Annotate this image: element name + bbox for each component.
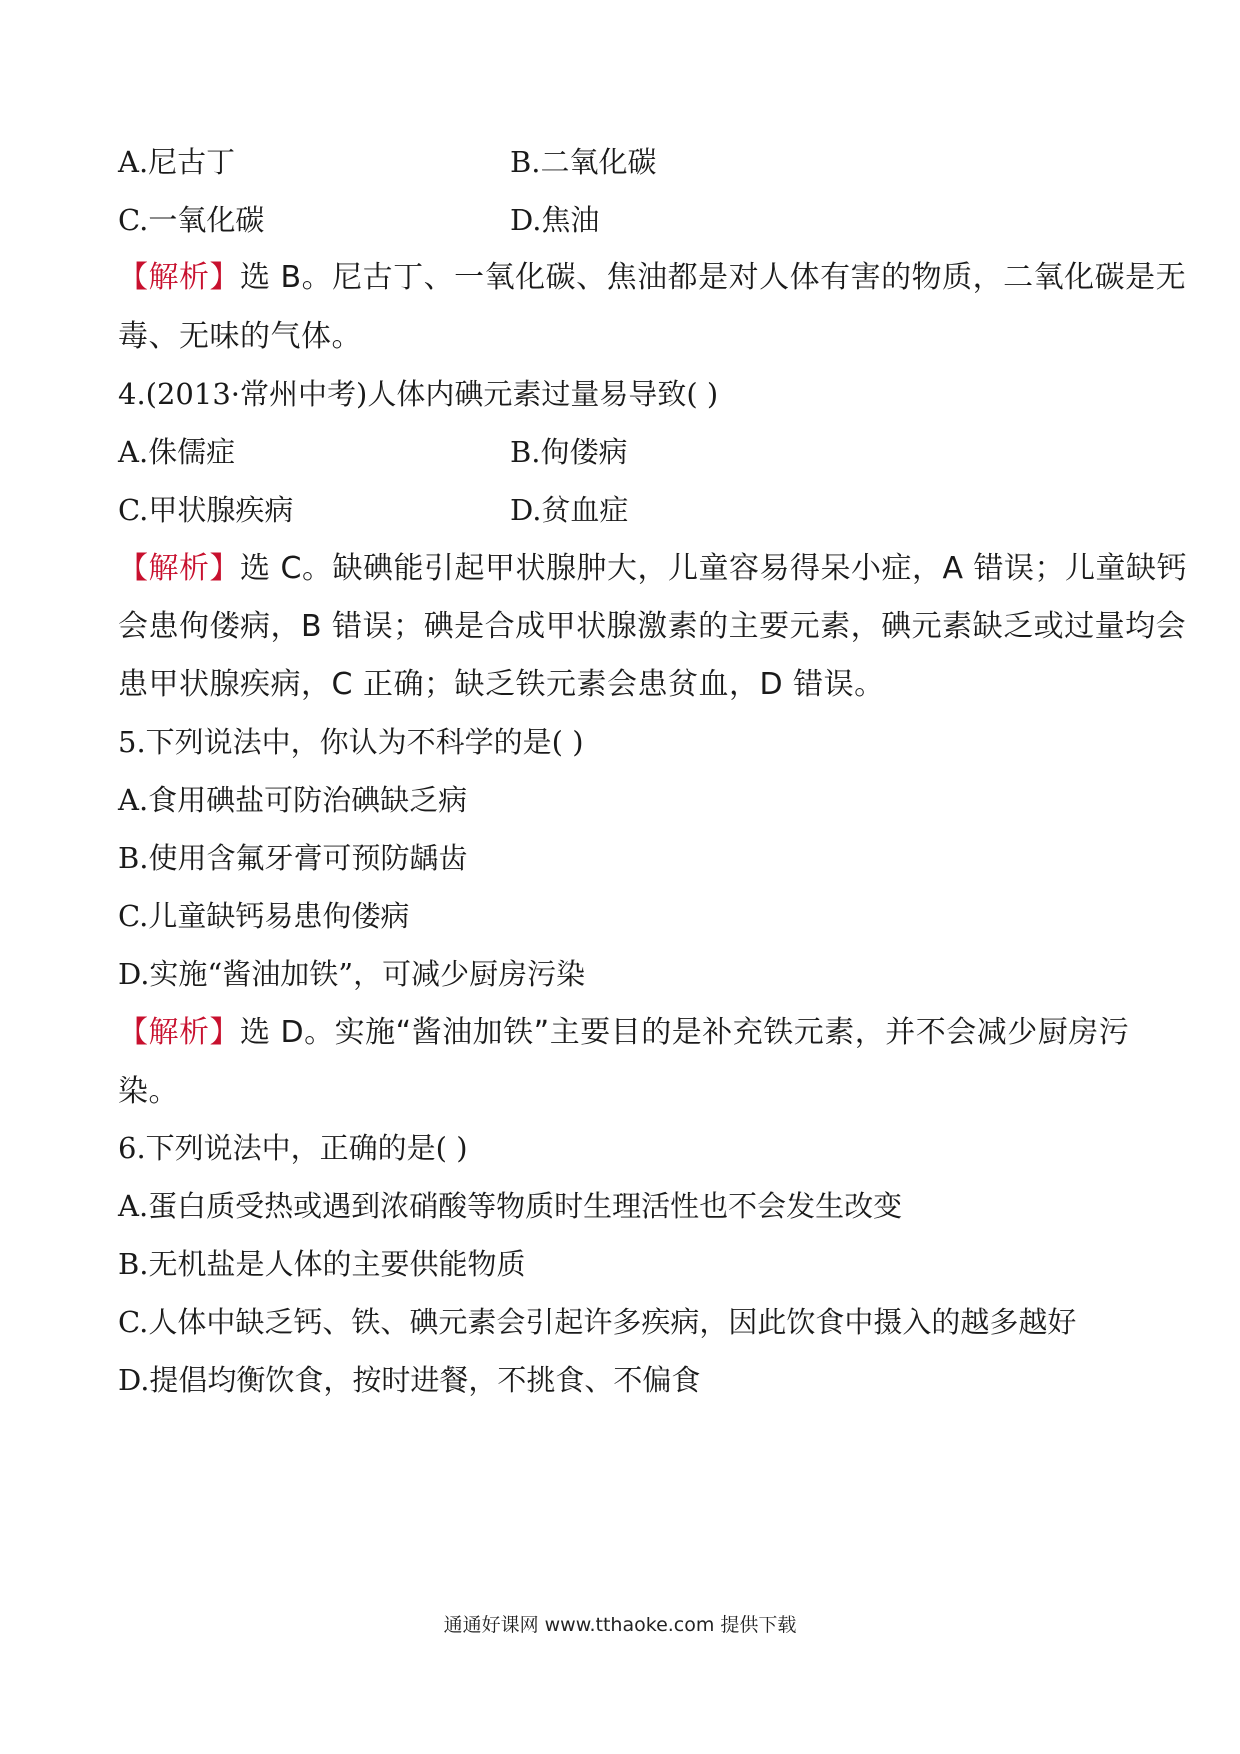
q3-option-c: C.一氧化碳 [118, 203, 265, 237]
q5-option-a: A.食用碘盐可防治碘缺乏病 [118, 783, 468, 817]
q5-option-d: D.实施“酱油加铁”，可减少厨房污染 [118, 957, 586, 991]
q5-analysis-line-1 [118, 1013, 1129, 1053]
q5-option-b: B.使用含氟牙膏可预防龋齿 [118, 841, 468, 875]
q4-option-d: D.贫血症 [510, 493, 629, 527]
analysis-tag: 【解析】 [118, 260, 240, 295]
q4-analysis-line-3: 患甲状腺疾病，C 正确；缺乏铁元素会患贫血，D 错误。 [118, 667, 885, 702]
analysis-tag: 【解析】 [118, 551, 240, 586]
q3-analysis-line-2: 毒、无味的气体。 [118, 319, 362, 354]
q3-option-b: B.二氧化碳 [510, 145, 657, 179]
q4-analysis-line-2: 会患佝偻病，B 错误；碘是合成甲状腺激素的主要元素，碘元素缺乏或过量均会 [118, 609, 1187, 644]
analysis-text: 选 C。缺碘能引起甲状腺肿大，儿童容易得呆小症，A 错误；儿童缺钙 [240, 551, 1188, 586]
analysis-text: 选 B。尼古丁、一氧化碳、焦油都是对人体有害的物质，二氧化碳是无 [240, 260, 1187, 295]
q6-option-a: A.蛋白质受热或遇到浓硝酸等物质时生理活性也不会发生改变 [118, 1189, 903, 1223]
q6-stem: 6.下列说法中，正确的是( ) [118, 1131, 468, 1165]
q4-option-b: B.佝偻病 [510, 435, 628, 469]
q4-option-c: C.甲状腺疾病 [118, 493, 294, 527]
q6-option-b: B.无机盐是人体的主要供能物质 [118, 1247, 526, 1281]
analysis-tag: 【解析】 [118, 1015, 240, 1050]
q5-option-c: C.儿童缺钙易患佝偻病 [118, 899, 410, 933]
q3-option-a: A.尼古丁 [118, 145, 236, 179]
page-footer: 通通好课网 www.tthaoke.com 提供下载 [443, 1614, 797, 1636]
q6-option-c: C.人体中缺乏钙、铁、碘元素会引起许多疾病，因此饮食中摄入的越多越好 [118, 1305, 1077, 1339]
q5-analysis-line-2: 染。 [118, 1074, 179, 1109]
q4-stem: 4.(2013·常州中考)人体内碘元素过量易导致( ) [118, 377, 719, 411]
q4-option-a: A.侏儒症 [118, 435, 236, 469]
analysis-text: 选 D。实施“酱油加铁”主要目的是补充铁元素，并不会减少厨房污 [240, 1015, 1130, 1050]
q3-option-d: D.焦油 [510, 203, 600, 237]
q5-stem: 5.下列说法中，你认为不科学的是( ) [118, 725, 584, 759]
q3-analysis-line-1 [118, 258, 1186, 298]
q4-analysis-line-1 [118, 549, 1187, 589]
q6-option-d: D.提倡均衡饮食，按时进餐，不挑食、不偏食 [118, 1363, 701, 1397]
